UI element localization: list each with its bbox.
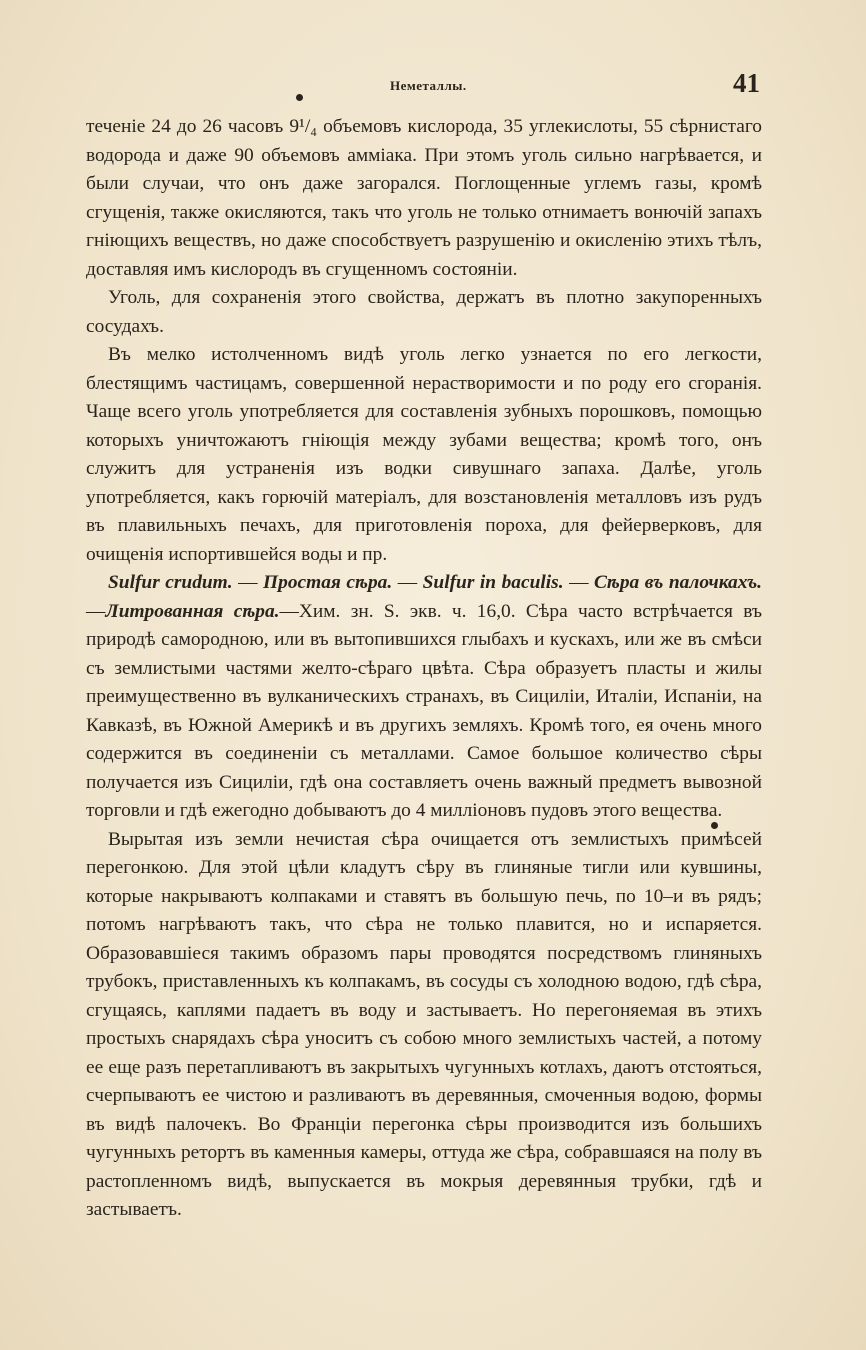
- paragraph-sulfur-purification: Вырытая изъ земли нечистая сѣра очищается отъ землистыхъ примѣсей перегонкою. Для этой цѣли кладутъ сѣру въ глиняные тигли или кувшины, которые накрываютъ колпаками и ставятъ въ большую печь, по 10–и въ рядъ; потомъ нагрѣваютъ такъ, что сѣра не только плавится, но и испаряется. Образовавшіеся такимъ образомъ пары проводятся посредствомъ глиняныхъ трубокъ, приставленныхъ къ колпакамъ, въ сосуды съ холодною водою, гдѣ сѣра, сгущаясь, каплями падаетъ въ воду и застываетъ. Но перегоняемая въ этихъ простыхъ снарядахъ сѣра уноситъ съ собою много землистыхъ частей, а потому ее еще разъ перетапливаютъ въ закрытыхъ чугунныхъ котлахъ, даютъ отстояться, счерпываютъ ее чистою и разливаютъ въ деревянныя, смоченныя водою, формы въ видѣ палочекъ. Во Франціи перегонка сѣры производится изъ большихъ чугунныхъ ретортъ въ каменныя камеры, оттуда же сѣра, собравшаяся на полу въ растопленномъ видѣ, выпускается въ мокрыя деревянныя трубки, гдѣ и застываетъ.: [86, 828, 762, 1220]
- ink-speck: [296, 94, 303, 101]
- page-number: 41: [733, 68, 760, 98]
- russian-term-stick-sulfur: Сѣра въ палочкахъ.: [593, 572, 763, 593]
- paragraph-charcoal-storage: Уголь, для сохраненія этого свойства, держатъ въ плотно закупоренныхъ сосудахъ.: [86, 287, 762, 337]
- separator: —: [563, 572, 594, 593]
- separator: —: [86, 600, 106, 622]
- paragraph-charcoal-absorption: теченіе 24 до 26 часовъ 9¹/₄ объемовъ кислорода, 35 углекислоты, 55 сѣрнистаго водорода и даже 90 объемовъ амміака. При этомъ уголь сильно нагрѣвается, и были случаи, что онъ даже загорался. Поглощенные углемъ газы, кромѣ сгущенія, также окисляются, такъ что уголь не только отнимаетъ вонючій запахъ гніющихъ веществъ, но даже способствуетъ разрушенію и окисленію этихъ тѣлъ, доставляя имъ кислородъ въ сгущенномъ состояніи.: [86, 116, 762, 280]
- running-title: Неметаллы.: [390, 78, 467, 93]
- paragraph-sulfur-entry: [86, 569, 762, 826]
- latin-term-sulfur-crudum: Sulfur crudum.: [108, 572, 233, 593]
- separator: —: [392, 572, 423, 593]
- russian-term-cast-sulfur: Литрованная сѣра.: [105, 600, 280, 622]
- paragraph-charcoal-uses: Въ мелко истолченномъ видѣ уголь легко узнается по его легкости, блестящимъ частицамъ, совершенной нерастворимости и по роду его сгоранія. Чаще всего уголь употребляется для составленія зубныхъ порошковъ, помощью которыхъ уничтожаютъ гніющія между зубами вещества; кромѣ того, онъ служитъ для устраненія изъ водки сивушнаго запаха. Далѣе, уголь употребляется, какъ горючій матеріалъ, для возстановленія металловъ изъ рудъ въ плавильныхъ печахъ, для приготовленія пороха, для фейерверковъ, для очищенія испортившейся воды и пр.: [86, 344, 762, 565]
- separator: —: [232, 572, 264, 593]
- page-header: [0, 68, 866, 108]
- body-text: [86, 113, 762, 1225]
- paragraph-sulfur-description: —Хим. зн. S. экв. ч. 16,0. Сѣра часто встрѣчается въ природѣ самородною, или въ вытопившихся глыбахъ и кускахъ, или же въ смѣси съ землистыми частями желто-сѣраго цвѣта. Сѣра образуетъ пласты и жилы преимущественно въ вулканическихъ странахъ, въ Сициліи, Италіи, Испаніи, на Кавказѣ, въ Южной Америкѣ и въ другихъ земляхъ. Кромѣ того, ея очень много содержится въ соединеніи съ металлами. Самое большое количество сѣры получается изъ Сициліи, гдѣ она составляетъ очень важный предметъ вывозной торговли и гдѣ ежегодно добываютъ до 4 милліоновъ пудовъ этого вещества.: [86, 600, 762, 821]
- latin-term-sulfur-in-baculis: Sulfur in baculis.: [422, 572, 564, 593]
- russian-term-simple-sulfur: Простая сѣра.: [263, 572, 393, 593]
